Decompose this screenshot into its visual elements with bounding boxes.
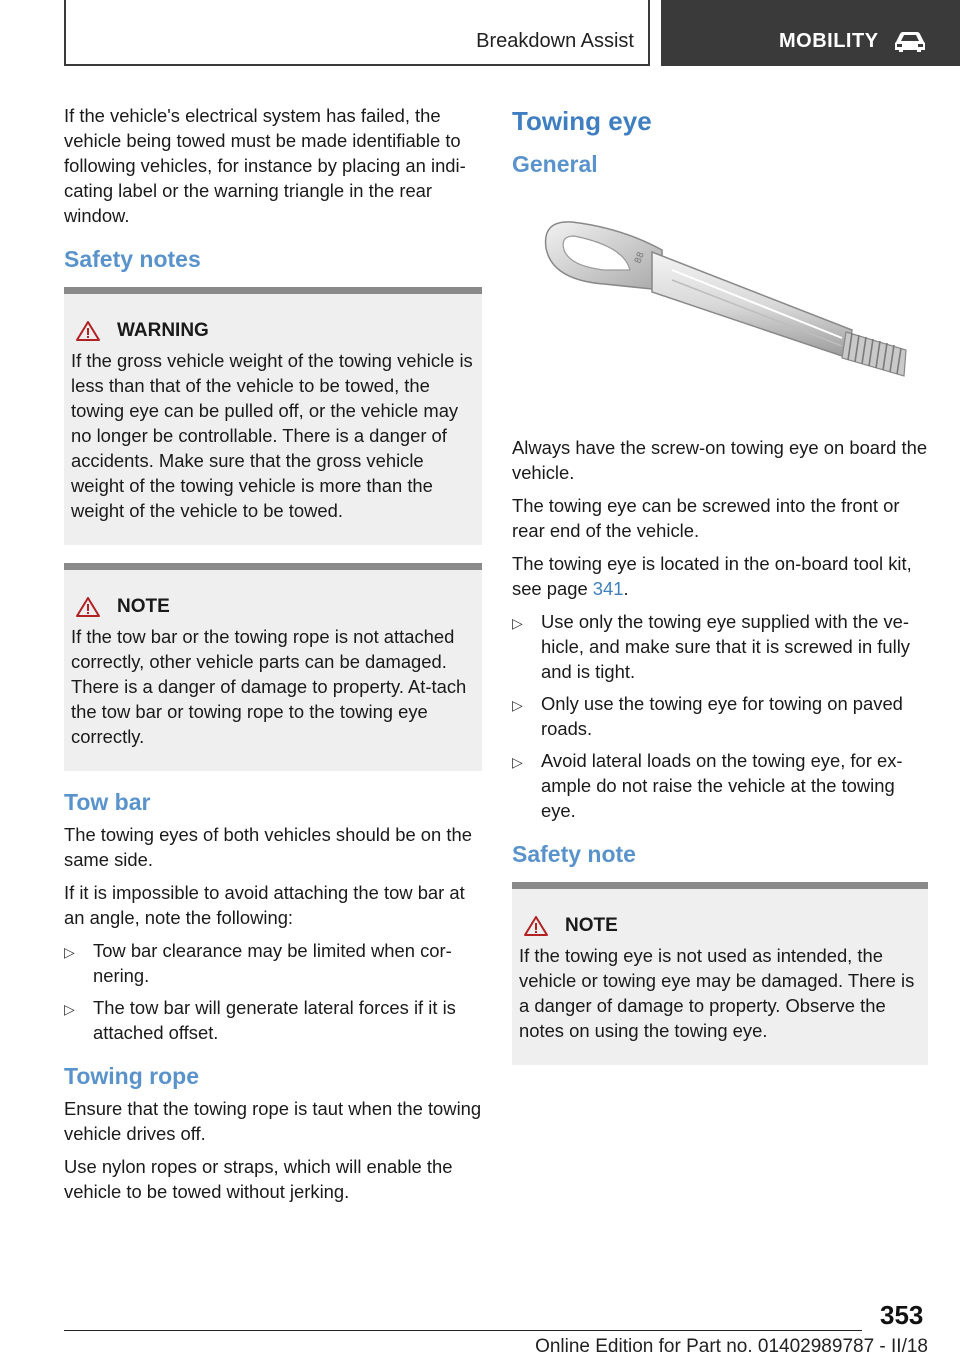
page-link[interactable]: 341 bbox=[592, 578, 624, 599]
list-item: ▷ Use only the towing eye supplied with the ve-hicle, and make sure that it is screwed in fully and is tight. bbox=[512, 611, 910, 682]
right-column bbox=[512, 103, 928, 1083]
page-number: 353 bbox=[880, 1300, 924, 1330]
towing-eye-paragraph-2: The towing eye can be screwed into the front or rear end of the vehicle. bbox=[512, 495, 900, 541]
note-box-towing-eye bbox=[512, 882, 928, 1065]
list-item: ▷ Tow bar clearance may be limited when cor-nering. bbox=[64, 940, 452, 986]
general-heading: General bbox=[512, 151, 598, 177]
safety-note-heading: Safety note bbox=[512, 841, 636, 867]
note-text: If the towing eye is not used as intended, the vehicle or towing eye may be damaged. There is a danger of damage to property. Observe the notes on using the towing eye. bbox=[519, 945, 915, 1041]
safety-notes-heading: Safety notes bbox=[64, 246, 201, 272]
warning-title bbox=[75, 320, 474, 342]
tow-bar-paragraph-2: If it is impossible to avoid attaching the tow bar at an angle, note the following: bbox=[64, 882, 465, 928]
towing-eye-heading: Towing eye bbox=[512, 106, 652, 136]
note-label: NOTE bbox=[565, 915, 618, 936]
edition-text: Online Edition for Part no. 01402989787 - II/18 bbox=[535, 1336, 928, 1357]
note-text: If the tow bar or the towing rope is not attached correctly, other vehicle parts can be damaged. There is a danger of damage to property. At-tach the tow bar or towing rope to the towing eye correctly. bbox=[71, 626, 467, 747]
bullet-arrow-icon: ▷ bbox=[512, 754, 523, 770]
car-icon bbox=[893, 30, 927, 54]
warning-triangle-icon bbox=[523, 915, 549, 937]
towing-eye-paragraph-3: The towing eye is located in the on-board tool kit, see page 341. bbox=[512, 553, 912, 599]
warning-triangle-icon bbox=[75, 320, 101, 342]
warning-triangle-icon bbox=[75, 596, 101, 618]
bullet-arrow-icon: ▷ bbox=[64, 944, 75, 960]
towing-rope-paragraph-1: Ensure that the towing rope is taut when the towing vehicle drives off. bbox=[64, 1098, 482, 1144]
list-item: ▷ Only use the towing eye for towing on paved roads. bbox=[512, 693, 903, 739]
footer-rule bbox=[64, 1330, 862, 1331]
bullet-arrow-icon: ▷ bbox=[64, 1001, 75, 1017]
header-section-title: Breakdown Assist bbox=[476, 30, 634, 52]
towing-rope-heading: Towing rope bbox=[64, 1063, 200, 1089]
tow-bar-heading: Tow bar bbox=[64, 789, 151, 815]
header-section-box bbox=[64, 0, 650, 66]
towing-rope-paragraph-2: Use nylon ropes or straps, which will enable the vehicle to be towed without jerking. bbox=[64, 1156, 453, 1202]
list-item: ▷ The tow bar will generate lateral forces if it is attached offset. bbox=[64, 997, 456, 1043]
towing-eye-paragraph-1: Always have the screw-on towing eye on board the vehicle. bbox=[512, 437, 928, 483]
tow-bar-paragraph-1: The towing eyes of both vehicles should be on the same side. bbox=[64, 824, 472, 870]
note-title bbox=[75, 596, 474, 618]
list-item: ▷ Avoid lateral loads on the towing eye, for ex-ample do not raise the vehicle at the towing eye. bbox=[512, 750, 903, 821]
towing-eye-illustration bbox=[512, 200, 928, 420]
warning-label: WARNING bbox=[117, 320, 209, 341]
warning-box bbox=[64, 287, 482, 545]
svg-text:88: 88 bbox=[633, 250, 647, 266]
bullet-arrow-icon: ▷ bbox=[512, 615, 523, 631]
note-label: NOTE bbox=[117, 596, 170, 617]
towing-eye-list bbox=[512, 609, 928, 823]
bullet-arrow-icon: ▷ bbox=[512, 697, 523, 713]
left-column bbox=[64, 103, 482, 1212]
header-chapter-box bbox=[661, 0, 960, 66]
header-chapter-title: MOBILITY bbox=[779, 30, 879, 52]
warning-text: If the gross vehicle weight of the towing vehicle is less than that of the vehicle to be towed, the towing eye can be pulled off, or the vehicle may no longer be controllable. There is a danger of accidents. Make sure that the gross vehicle weight of the towing vehicle is more than the weight of the vehicle to be towed. bbox=[71, 350, 473, 521]
note-title bbox=[523, 915, 920, 937]
intro-paragraph: If the vehicle's electrical system has failed, the vehicle being towed must be made identifiable to following vehicles, for instance by placing an indi-cating label or the warning triangle in the rear window. bbox=[64, 105, 466, 226]
note-box-tow-bar bbox=[64, 563, 482, 771]
tow-bar-list bbox=[64, 938, 482, 1045]
